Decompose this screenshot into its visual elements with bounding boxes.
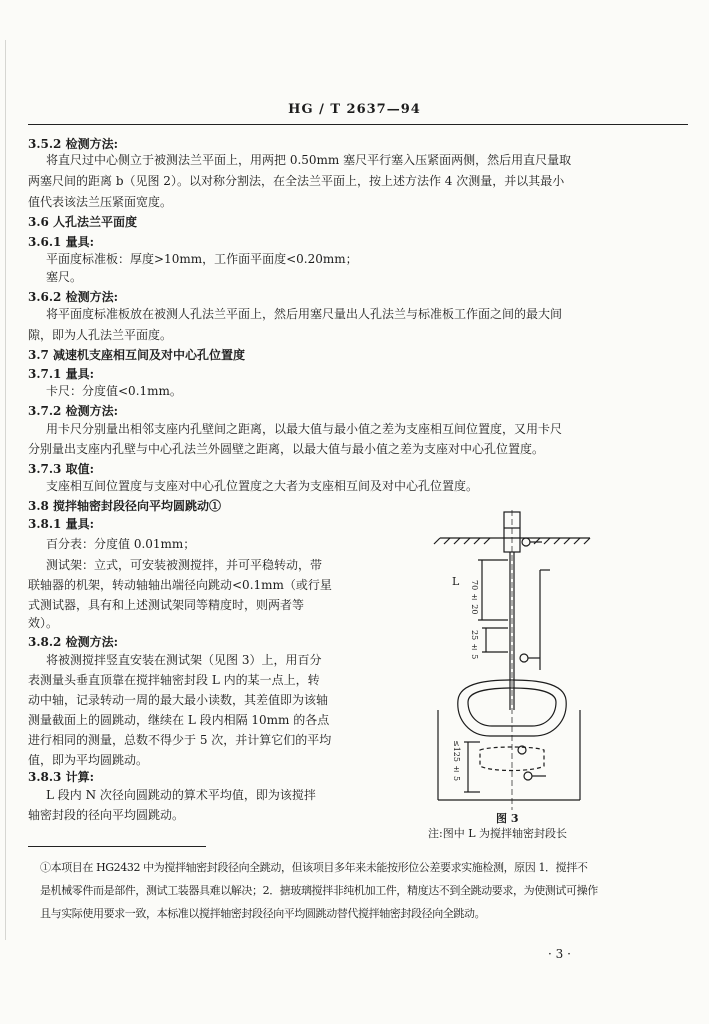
text-line: 3.6.1 量具: bbox=[28, 235, 95, 249]
text-line: 表测量头垂直顶靠在搅拌轴密封段 L 内的某一点上，转 bbox=[28, 673, 320, 687]
text-line: 联轴器的机架，转动轴轴出端径向跳动<0.1mm（或行星 bbox=[28, 578, 332, 592]
text-line: 值代表该法兰压紧面宽度。 bbox=[28, 195, 173, 209]
scan-edge bbox=[5, 40, 6, 940]
text-line: 3.8.1 量具: bbox=[28, 517, 95, 531]
text-line: 塞尺。 bbox=[46, 270, 83, 284]
text-line: 动中轴，记录转动一周的最大最小读数，其差值即为该轴 bbox=[28, 693, 329, 707]
text-line: 百分表：分度值 0.01mm； bbox=[46, 537, 196, 551]
text-line: 3.7.1 量具: bbox=[28, 367, 95, 381]
text-line: 3.6 人孔法兰平面度 bbox=[28, 215, 138, 229]
text-line: 支座相互间位置度与支座对中心孔位置度之大者为支座相互间及对中心孔位置度。 bbox=[46, 479, 479, 493]
footnote-line: 是机械零件而是部件，测试工装器具难以解决；2．搪玻璃搅拌非纯机加工件，精度达不到全跳动要求，为使测试可操作 bbox=[40, 884, 598, 897]
page-number: · 3 · bbox=[548, 947, 571, 961]
footnote-line: 且与实际使用要求一致，本标准以搅拌轴密封段径向平均圆跳动替代搅拌轴密封段径向全跳动。 bbox=[40, 907, 486, 920]
text-line: 用卡尺分别量出相邻支座内孔壁间之距离，以最大值与最小值之差为支座相互间位置度，又用卡尺 bbox=[46, 422, 563, 436]
text-line: 平面度标准板：厚度>10mm，工作面平面度<0.20mm； bbox=[46, 252, 358, 266]
footnote-line: ①本项目在 HG2432 中为搅拌轴密封段径向全跳动，但该项目多年来未能按形位公差要求实施检测，原因 1．搅拌不 bbox=[40, 861, 588, 874]
text-line: 3.8.3 计算: bbox=[28, 770, 95, 784]
text-line: 3.7.3 取值: bbox=[28, 462, 95, 476]
text-line: 轴密封段的径向平均圆跳动。 bbox=[28, 808, 185, 822]
text-line: L 段内 N 次径向圆跳动的算术平均值，即为该搅拌 bbox=[46, 788, 316, 802]
figure-dim-bottom: ≤125 ± 5 bbox=[452, 740, 461, 782]
text-line: 3.7.2 检测方法: bbox=[28, 404, 119, 418]
text-line: 3.7 减速机支座相互间及对中心孔位置度 bbox=[28, 348, 246, 362]
text-line: 将被测搅拌竖直安装在测试架（见图 3）上，用百分 bbox=[46, 653, 322, 667]
text-line: 将平面度标准板放在被测人孔法兰平面上，然后用塞尺量出人孔法兰与标准板工作面之间的最大间 bbox=[46, 307, 563, 321]
text-line: 式测试器，具有和上述测试架同等精度时，则两者等 bbox=[28, 598, 305, 612]
figure-label-L: L bbox=[452, 575, 460, 588]
text-line: 3.5.2 检测方法: bbox=[28, 137, 119, 151]
figure-dim-top: 25 ± 5 bbox=[470, 630, 479, 660]
figure-note: 注:图中 L 为搅拌轴密封段长 bbox=[428, 827, 568, 840]
text-line: 3.8 搅拌轴密封段径向平均圆跳动① bbox=[28, 499, 222, 513]
figure-dim-L: 70 ± 20 bbox=[470, 580, 479, 615]
text-line: 3.6.2 检测方法: bbox=[28, 290, 119, 304]
figure-caption: 图 3 bbox=[496, 812, 519, 825]
text-line: 卡尺：分度值<0.1mm。 bbox=[46, 384, 182, 398]
text-line: 测量截面上的圆跳动，继续在 L 段内相隔 10mm 的各点 bbox=[28, 713, 330, 727]
text-line: 隙，即为人孔法兰平面度。 bbox=[28, 328, 173, 342]
text-line: 值，即为平均圆跳动。 bbox=[28, 753, 149, 767]
text-line: 效）。 bbox=[28, 616, 59, 630]
text-line: 将直尺过中心侧立于被测法兰平面上，用两把 0.50mm 塞尺平行塞入压紧面两侧，然后用直尺量取 bbox=[46, 153, 572, 167]
text-line: 进行相同的测量，总数不得少于 5 次，并计算它们的平均 bbox=[28, 733, 332, 747]
header-rule bbox=[28, 124, 688, 125]
page-header: HG / T 2637—94 bbox=[288, 102, 421, 117]
text-line: 两塞尺间的距离 b（见图 2）。以对称分割法，在全法兰平面上，按上述方法作 4 次测量，并以其最小 bbox=[28, 174, 565, 188]
footnote-rule bbox=[28, 846, 206, 847]
text-line: 3.8.2 检测方法: bbox=[28, 635, 119, 649]
text-line: 测试架：立式，可安装被测搅拌，并可平稳转动，带 bbox=[46, 558, 323, 572]
text-line: 分别量出支座内孔壁与中心孔法兰外圆壁之距离，以最大值与最小值之差为支座对中心孔位置度。 bbox=[28, 442, 545, 456]
